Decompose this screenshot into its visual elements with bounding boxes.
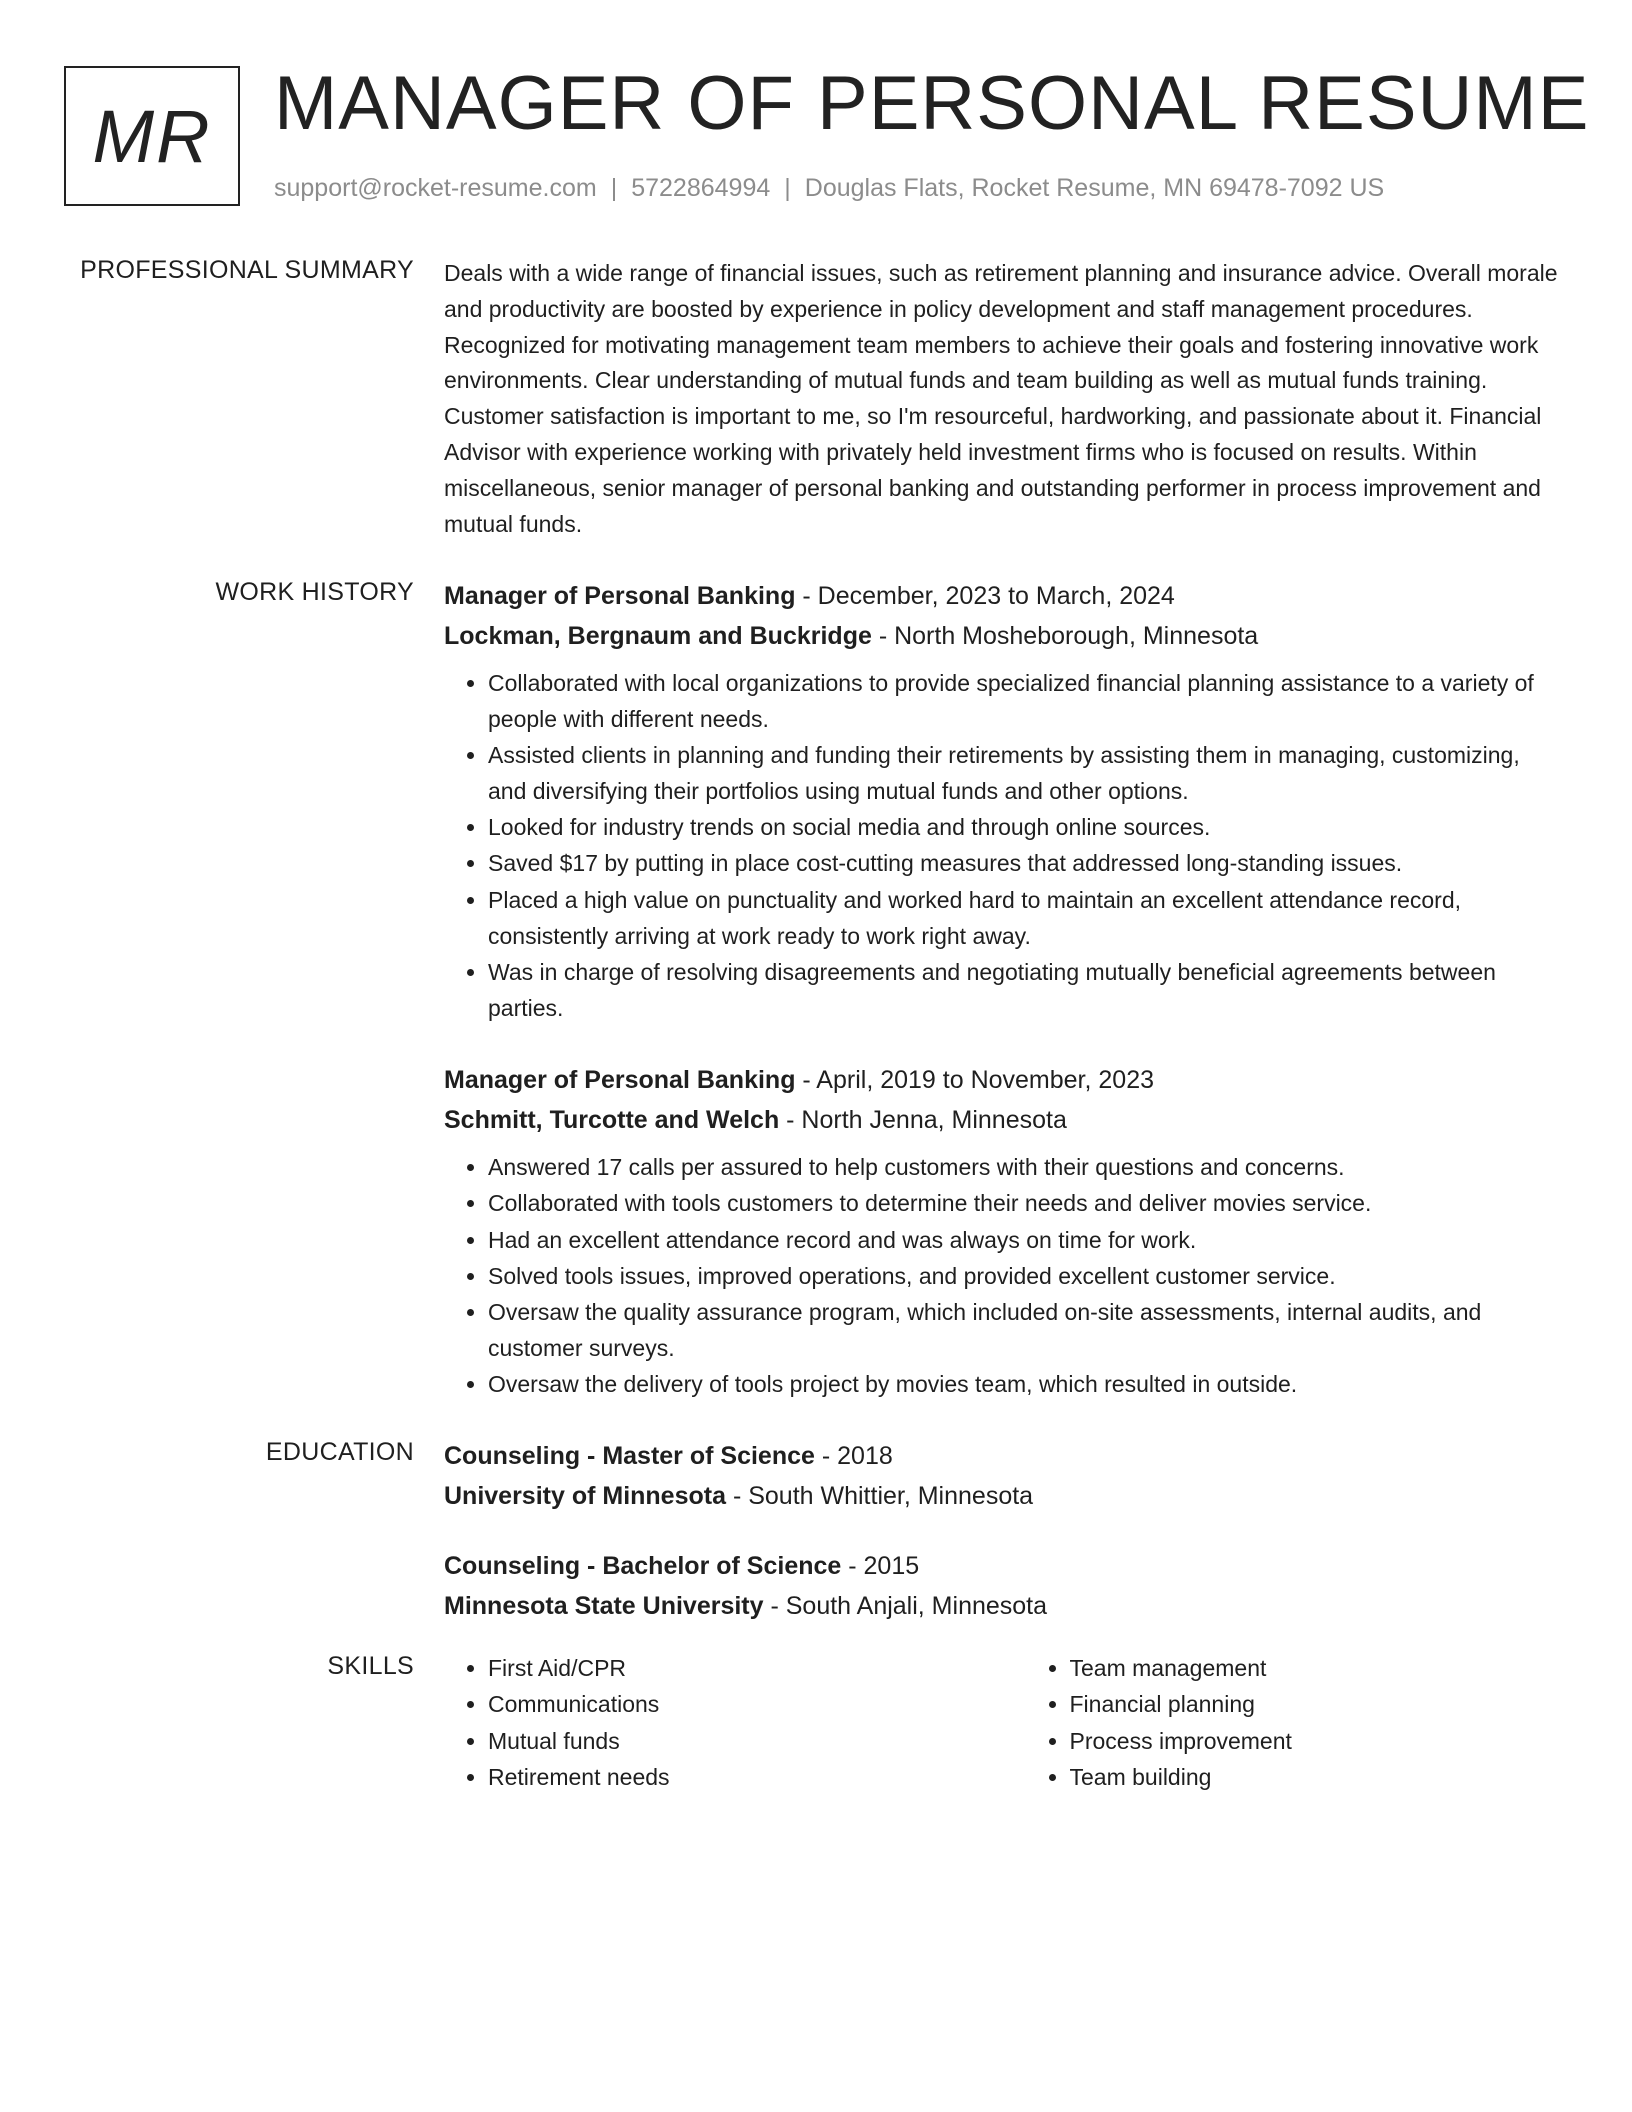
job-entry	[444, 1060, 1559, 1403]
education-degree: Counseling - Bachelor of Science	[444, 1552, 842, 1580]
job-role: Manager of Personal Banking	[444, 1066, 796, 1094]
skill-item: • Communications	[488, 1686, 978, 1722]
contact-phone: 5722864994	[631, 174, 771, 202]
education-school: University of Minnesota	[444, 1482, 726, 1510]
job-company-line	[444, 1100, 1559, 1140]
resume-title: MANAGER OF PERSONAL RESUME	[274, 61, 1590, 146]
contact-line	[274, 174, 1384, 203]
job-bullet: • Oversaw the delivery of tools project by movies team, which resulted in outside.	[488, 1367, 1559, 1403]
skills-list-right	[1026, 1650, 1560, 1795]
resume-header	[64, 61, 1590, 210]
job-entry	[444, 576, 1559, 1026]
job-bullet: • Answered 17 calls per assured to help customers with their questions and concerns.	[488, 1150, 1559, 1186]
skill-item: • Financial planning	[1070, 1686, 1560, 1722]
work-history-section-title: WORK HISTORY	[215, 578, 414, 606]
contact-email: support@rocket-resume.com	[274, 174, 597, 202]
job-bullet: • Collaborated with local organizations to provide specialized financial planning assistance to a variety of people with different needs.	[488, 666, 1559, 738]
skill-item: • Process improvement	[1070, 1723, 1560, 1759]
education-year: - 2015	[841, 1552, 920, 1580]
education-school-line	[444, 1586, 1047, 1626]
job-bullet: • Placed a high value on punctuality and worked hard to maintain an excellent attendance record, consistently arriving at work ready to work right away.	[488, 883, 1559, 955]
monogram-initials: MR	[64, 66, 240, 206]
skill-item: • Mutual funds	[488, 1723, 978, 1759]
education-school-line	[444, 1476, 1559, 1516]
job-bullet: • Assisted clients in planning and funding their retirements by assisting them in managing, customizing, and diversifying their portfolios using mutual funds and other options.	[488, 738, 1559, 810]
job-company: Lockman, Bergnaum and Buckridge	[444, 622, 872, 650]
education-school: Minnesota State University	[444, 1592, 764, 1620]
job-bullet: • Solved tools issues, improved operations, and provided excellent customer service.	[488, 1259, 1559, 1295]
summary-section-title: PROFESSIONAL SUMMARY	[80, 256, 414, 284]
education-section-title: EDUCATION	[265, 1438, 414, 1466]
education-degree-line	[444, 1546, 1047, 1586]
education-year: - 2018	[814, 1442, 893, 1470]
job-company: Schmitt, Turcotte and Welch	[444, 1106, 780, 1134]
job-bullet: • Had an excellent attendance record and was always on time for work.	[488, 1223, 1559, 1259]
contact-address: Douglas Flats, Rocket Resume, MN 69478-7092 US	[804, 174, 1385, 202]
job-location: - North Jenna, Minnesota	[779, 1106, 1067, 1134]
skills-list-left	[444, 1650, 978, 1795]
job-bullet: • Saved $17 by putting in place cost-cutting measures that addressed long-standing issues.	[488, 846, 1559, 882]
job-dates: - April, 2019 to November, 2023	[795, 1066, 1155, 1094]
job-role-line	[444, 1060, 1559, 1100]
job-bullets	[444, 1150, 1559, 1403]
skills-section-title: SKILLS	[327, 1652, 414, 1680]
job-dates: - December, 2023 to March, 2024	[795, 582, 1175, 610]
skill-item: • Retirement needs	[488, 1759, 978, 1795]
job-bullet: • Oversaw the quality assurance program, which included on-site assessments, internal audits, and customer surveys.	[488, 1295, 1559, 1367]
education-entry	[444, 1546, 1047, 1626]
job-bullet: • Collaborated with tools customers to determine their needs and deliver movies service.	[488, 1186, 1559, 1222]
job-role: Manager of Personal Banking	[444, 582, 796, 610]
education-degree: Counseling - Master of Science	[444, 1442, 815, 1470]
skill-item: • Team management	[1070, 1650, 1560, 1686]
job-role-line	[444, 576, 1559, 616]
education-degree-line	[444, 1436, 1559, 1476]
job-company-line	[444, 616, 1559, 656]
job-bullet: • Was in charge of resolving disagreements and negotiating mutually beneficial agreements between parties.	[488, 955, 1559, 1027]
job-location: - North Mosheborough, Minnesota	[871, 622, 1259, 650]
education-location: - South Anjali, Minnesota	[763, 1592, 1048, 1620]
contact-separator: |	[610, 174, 618, 202]
education-entry	[444, 1436, 1559, 1516]
skill-item: • Team building	[1070, 1759, 1560, 1795]
job-bullet: • Looked for industry trends on social media and through online sources.	[488, 810, 1559, 846]
skill-item: • First Aid/CPR	[488, 1650, 978, 1686]
education-location: - South Whittier, Minnesota	[726, 1482, 1034, 1510]
contact-separator: |	[784, 174, 791, 202]
job-bullets	[444, 666, 1559, 1026]
summary-text: Deals with a wide range of financial issues, such as retirement planning and insurance advice. Overall morale and productivity are boosted by experience in policy development and staff management procedures. Recognized for motivating management team members to achieve their goals and fostering innovative work environments. Clear understanding of mutual funds and team building as well as mutual funds training. Customer satisfaction is important to me, so I'm resourceful, hardworking, and passionate about it. Financial Advisor with experience working with privately held investment firms who is focused on results. Within miscellaneous, senior manager of personal banking and outstanding performer in process improvement and mutual funds.	[444, 260, 1558, 537]
